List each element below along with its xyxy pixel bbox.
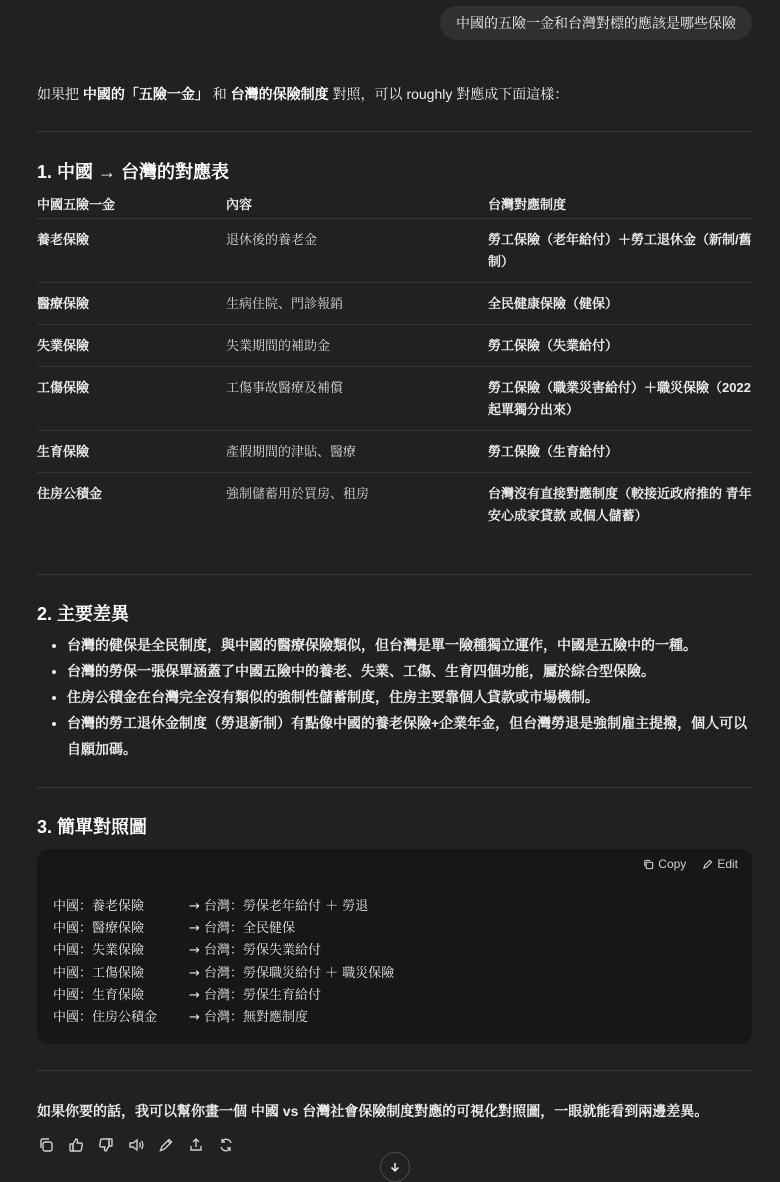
code-line-left: 中國：住房公積金	[53, 1010, 158, 1026]
bad-response-button[interactable]	[97, 1136, 115, 1154]
arrow-down-icon	[389, 1161, 401, 1173]
table-cell-tw: 全民健康保險（健保）	[488, 296, 619, 311]
table-row	[37, 219, 752, 283]
copy-icon	[38, 1137, 54, 1153]
divider	[37, 131, 752, 132]
share-icon	[188, 1137, 204, 1153]
intro-paragraph	[37, 84, 568, 104]
thumbs-up-icon	[68, 1137, 84, 1153]
section3-heading: 3. 簡單對照圖	[37, 817, 148, 837]
code-line-right: → 台灣：勞保老年給付 ＋ 勞退	[189, 899, 369, 914]
regenerate-button[interactable]	[217, 1136, 235, 1154]
table-cell-cn: 養老保險	[37, 232, 90, 247]
outro-paragraph: 如果你要的話，我可以幫你畫一個 中國 vs 台灣社會保險制度對應的可視化對照圖，一眼就能看到兩邊差異。	[37, 1103, 709, 1119]
differences-list	[37, 632, 752, 762]
read-aloud-button[interactable]	[127, 1136, 145, 1154]
section2-heading: 2. 主要差異	[37, 604, 130, 624]
table-cell-content: 強制儲蓄用於買房、租房	[226, 486, 370, 501]
code-line-right: → 台灣：全民健保	[189, 921, 296, 937]
table-cell-cn: 生育保險	[37, 444, 90, 459]
code-line	[53, 940, 394, 962]
code-line	[53, 896, 394, 918]
table-cell-content: 工傷事故醫療及補償	[226, 380, 344, 395]
message-actions	[37, 1136, 235, 1154]
code-line-right: → 台灣：勞保生育給付	[189, 987, 322, 1003]
code-content	[53, 896, 394, 1029]
code-block	[37, 849, 752, 1044]
code-line-right: → 台灣：無對應制度	[189, 1010, 309, 1026]
table-cell-tw: 台灣沒有直接對應制度（較接近政府推的 青年安心成家貸款 或個人儲蓄）	[488, 486, 752, 523]
copy-message-button[interactable]	[37, 1136, 55, 1154]
code-line-right: → 台灣：勞保職災給付 ＋ 職災保險	[189, 965, 395, 981]
thumbs-down-icon	[98, 1137, 114, 1153]
table-row	[37, 473, 752, 537]
user-message-bubble: 中國的五險一金和台灣對標的應該是哪些保險	[440, 6, 752, 40]
table-row	[37, 325, 752, 367]
table-header-cell: 內容	[226, 197, 253, 212]
intro-bold-text: 台灣的保險制度	[230, 86, 329, 102]
table-cell-content: 退休後的養老金	[226, 232, 318, 247]
intro-text: 對照，可以 roughly 對應成下面這樣：	[328, 86, 569, 102]
code-line	[53, 963, 394, 985]
table-header-cell: 台灣對應制度	[488, 197, 567, 212]
table-cell-tw: 勞工保險（老年給付）＋勞工退休金（新制/舊制）	[488, 232, 752, 269]
read-aloud-icon	[128, 1137, 144, 1153]
table-header-row	[37, 194, 752, 219]
edit-code-button[interactable]	[702, 857, 738, 871]
regenerate-icon	[218, 1137, 234, 1153]
copy-code-button[interactable]	[643, 857, 686, 871]
table-cell-cn: 工傷保險	[37, 380, 90, 395]
list-item: • 台灣的勞保一張保單涵蓋了中國五險中的養老、失業、工傷、生育四個功能，屬於綜合型保險。	[67, 658, 752, 684]
code-line-left: 中國：失業保險	[53, 943, 145, 959]
code-line	[53, 1007, 394, 1029]
code-line-left: 中國：工傷保險	[53, 965, 145, 981]
table-cell-content: 生病住院、門診報銷	[226, 296, 344, 311]
table-cell-cn: 醫療保險	[37, 296, 90, 311]
table-cell-cn: 住房公積金	[37, 486, 103, 501]
table-row	[37, 431, 752, 473]
table-cell-tw: 勞工保險（生育給付）	[488, 444, 619, 459]
table-row	[37, 367, 752, 431]
table-header-cell: 中國五險一金	[37, 197, 116, 212]
table-cell-content: 產假期間的津貼、醫療	[226, 444, 357, 459]
divider	[37, 787, 752, 788]
code-line	[53, 985, 394, 1007]
table-cell-tw: 勞工保險（職業災害給付）＋職災保險（2022 起單獨分出來）	[488, 380, 751, 417]
list-item: • 住房公積金在台灣完全沒有類似的強制性儲蓄制度，住房主要靠個人貸款或市場機制。	[67, 684, 752, 710]
section1-heading: 1. 中國 → 台灣的對應表	[37, 162, 230, 182]
mapping-table	[37, 194, 752, 537]
code-line	[53, 918, 394, 940]
divider	[37, 574, 752, 575]
code-line-left: 中國：養老保險	[53, 899, 145, 914]
code-block-toolbar	[643, 857, 738, 871]
table-cell-cn: 失業保險	[37, 338, 90, 353]
edit-icon	[158, 1137, 174, 1153]
list-item: • 台灣的勞工退休金制度（勞退新制）有點像中國的養老保險+企業年金，但台灣勞退是強制雇主提撥，個人可以自願加碼。	[67, 710, 752, 762]
edit-icon	[702, 859, 713, 870]
table-cell-tw: 勞工保險（失業給付）	[488, 338, 619, 353]
code-line-left: 中國：生育保險	[53, 987, 145, 1003]
edit-label: Edit	[717, 857, 738, 871]
share-button[interactable]	[187, 1136, 205, 1154]
scroll-down-button[interactable]	[380, 1152, 410, 1182]
edit-in-canvas-button[interactable]	[157, 1136, 175, 1154]
table-cell-content: 失業期間的補助金	[226, 338, 331, 353]
intro-bold-text: 中國的「五險一金」	[82, 86, 209, 102]
table-row	[37, 283, 752, 325]
good-response-button[interactable]	[67, 1136, 85, 1154]
intro-text: 如果把	[37, 86, 83, 102]
intro-text: 和	[208, 86, 231, 102]
list-item: • 台灣的健保是全民制度，與中國的醫療保險類似，但台灣是單一險種獨立運作，中國是五險中的一種。	[67, 632, 752, 658]
copy-icon	[643, 859, 654, 870]
divider	[37, 1070, 752, 1071]
code-line-right: → 台灣：勞保失業給付	[189, 943, 322, 959]
copy-label: Copy	[658, 857, 687, 871]
code-line-left: 中國：醫療保險	[53, 921, 145, 937]
